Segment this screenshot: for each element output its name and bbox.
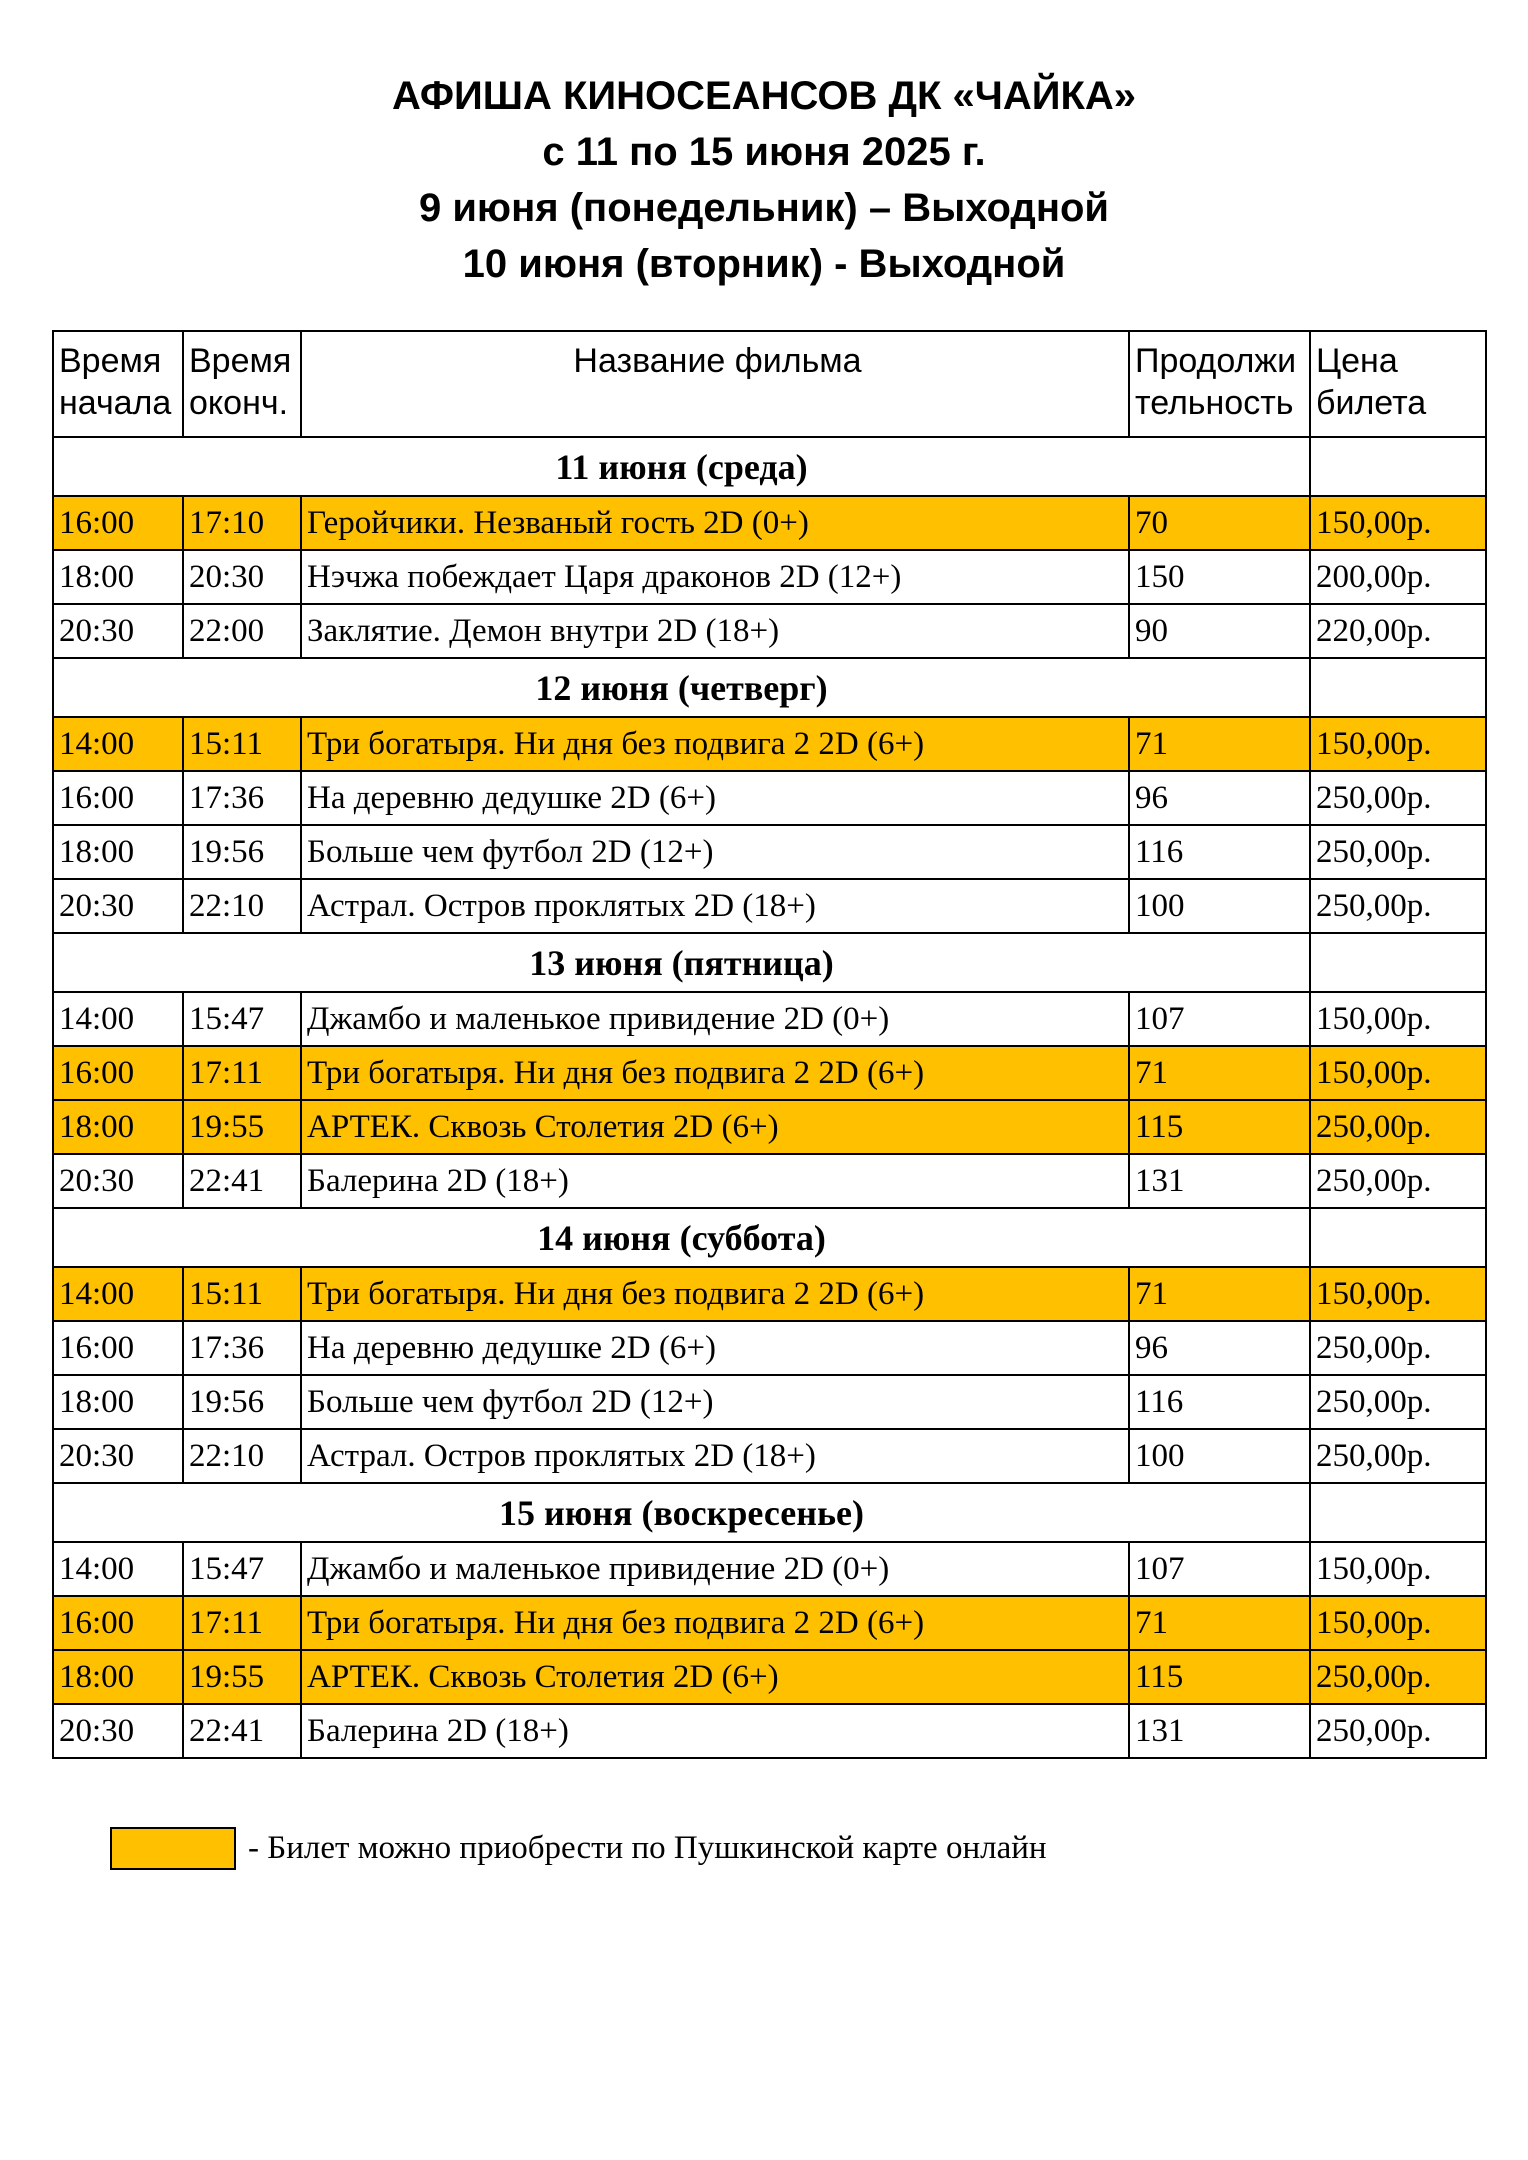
cell-duration: 71 [1129, 717, 1310, 771]
col-header-start: Время начала [53, 331, 183, 437]
table-row [53, 496, 1486, 550]
cell-duration: 131 [1129, 1704, 1310, 1758]
cell-start: 14:00 [53, 717, 183, 771]
cell-duration: 116 [1129, 825, 1310, 879]
cell-start: 16:00 [53, 1596, 183, 1650]
table-row [53, 1154, 1486, 1208]
cell-start: 18:00 [53, 550, 183, 604]
cell-end: 20:30 [183, 550, 301, 604]
cell-price: 250,00р. [1310, 1321, 1486, 1375]
day-empty-cell [1310, 1483, 1486, 1542]
cell-end: 15:47 [183, 992, 301, 1046]
cell-price: 150,00р. [1310, 1542, 1486, 1596]
table-row [53, 550, 1486, 604]
cell-title: На деревню дедушке 2D (6+) [301, 771, 1129, 825]
cell-end: 17:10 [183, 496, 301, 550]
table-row [53, 879, 1486, 933]
table-row [53, 1375, 1486, 1429]
cell-duration: 71 [1129, 1267, 1310, 1321]
legend-text: - Билет можно приобрести по Пушкинской карте онлайн [248, 1830, 1047, 1866]
cell-title: Геройчики. Незваный гость 2D (0+) [301, 496, 1129, 550]
cell-start: 20:30 [53, 879, 183, 933]
cell-title: Астрал. Остров проклятых 2D (18+) [301, 879, 1129, 933]
table-row [53, 604, 1486, 658]
day-empty-cell [1310, 1208, 1486, 1267]
cell-duration: 115 [1129, 1100, 1310, 1154]
cell-title: Астрал. Остров проклятых 2D (18+) [301, 1429, 1129, 1483]
cell-price: 250,00р. [1310, 1704, 1486, 1758]
table-row [53, 1046, 1486, 1100]
cell-price: 150,00р. [1310, 1596, 1486, 1650]
cell-start: 16:00 [53, 496, 183, 550]
cell-price: 250,00р. [1310, 771, 1486, 825]
table-row [53, 1650, 1486, 1704]
table-row [53, 1100, 1486, 1154]
cell-start: 16:00 [53, 1046, 183, 1100]
legend-swatch [110, 1827, 236, 1870]
cell-duration: 96 [1129, 771, 1310, 825]
day-empty-cell [1310, 658, 1486, 717]
table-row [53, 771, 1486, 825]
cell-title: Три богатыря. Ни дня без подвига 2 2D (6+) [301, 1596, 1129, 1650]
cell-price: 250,00р. [1310, 825, 1486, 879]
cell-end: 17:11 [183, 1046, 301, 1100]
cell-end: 17:36 [183, 771, 301, 825]
cell-start: 16:00 [53, 1321, 183, 1375]
cell-title: Джамбо и маленькое привидение 2D (0+) [301, 1542, 1129, 1596]
day-label: 15 июня (воскресенье) [53, 1483, 1310, 1542]
cell-start: 14:00 [53, 1267, 183, 1321]
cell-duration: 150 [1129, 550, 1310, 604]
cell-start: 20:30 [53, 1704, 183, 1758]
cell-duration: 131 [1129, 1154, 1310, 1208]
table-row [53, 825, 1486, 879]
cell-title: Три богатыря. Ни дня без подвига 2 2D (6+) [301, 1046, 1129, 1100]
cell-start: 14:00 [53, 992, 183, 1046]
col-header-price: Цена билета [1310, 331, 1486, 437]
table-header-row [53, 331, 1486, 437]
cell-duration: 107 [1129, 992, 1310, 1046]
cell-end: 22:10 [183, 1429, 301, 1483]
col-header-duration: Продолжи тельность [1129, 331, 1310, 437]
cell-price: 150,00р. [1310, 1267, 1486, 1321]
cell-start: 18:00 [53, 1375, 183, 1429]
table-row [53, 1267, 1486, 1321]
table-row [53, 1704, 1486, 1758]
cell-duration: 70 [1129, 496, 1310, 550]
day-label: 14 июня (суббота) [53, 1208, 1310, 1267]
day-label: 11 июня (среда) [53, 437, 1310, 496]
cell-end: 22:41 [183, 1154, 301, 1208]
cell-price: 250,00р. [1310, 1100, 1486, 1154]
cell-price: 150,00р. [1310, 1046, 1486, 1100]
cell-start: 16:00 [53, 771, 183, 825]
legend [110, 1827, 1310, 1869]
cell-title: Три богатыря. Ни дня без подвига 2 2D (6+) [301, 717, 1129, 771]
cell-price: 250,00р. [1310, 1650, 1486, 1704]
cell-duration: 100 [1129, 1429, 1310, 1483]
cell-price: 250,00р. [1310, 879, 1486, 933]
cell-start: 14:00 [53, 1542, 183, 1596]
cell-start: 20:30 [53, 604, 183, 658]
day-label: 13 июня (пятница) [53, 933, 1310, 992]
cell-title: Больше чем футбол 2D (12+) [301, 1375, 1129, 1429]
cell-end: 22:10 [183, 879, 301, 933]
table-row [53, 717, 1486, 771]
day-header-row [53, 1483, 1486, 1542]
cell-duration: 107 [1129, 1542, 1310, 1596]
day-header-row [53, 437, 1486, 496]
cell-start: 18:00 [53, 1100, 183, 1154]
cell-duration: 71 [1129, 1046, 1310, 1100]
cell-end: 17:36 [183, 1321, 301, 1375]
cell-price: 250,00р. [1310, 1429, 1486, 1483]
day-off-note-1: 9 июня (понедельник) – Выходной [418, 186, 1110, 230]
cell-price: 220,00р. [1310, 604, 1486, 658]
day-empty-cell [1310, 437, 1486, 496]
cell-start: 20:30 [53, 1154, 183, 1208]
cell-end: 22:41 [183, 1704, 301, 1758]
cell-title: Три богатыря. Ни дня без подвига 2 2D (6+) [301, 1267, 1129, 1321]
cell-duration: 116 [1129, 1375, 1310, 1429]
col-header-end: Время оконч. [183, 331, 301, 437]
schedule-body [53, 331, 1486, 1758]
cell-title: Больше чем футбол 2D (12+) [301, 825, 1129, 879]
cell-duration: 115 [1129, 1650, 1310, 1704]
page-header [0, 68, 1528, 292]
cell-end: 15:11 [183, 1267, 301, 1321]
cell-end: 15:11 [183, 717, 301, 771]
cell-title: АРТЕК. Сквозь Столетия 2D (6+) [301, 1100, 1129, 1154]
day-off-note-2: 10 июня (вторник) - Выходной [462, 242, 1066, 286]
cell-end: 22:00 [183, 604, 301, 658]
cell-price: 150,00р. [1310, 717, 1486, 771]
cell-title: На деревню дедушке 2D (6+) [301, 1321, 1129, 1375]
cell-end: 19:55 [183, 1100, 301, 1154]
cell-end: 17:11 [183, 1596, 301, 1650]
cell-price: 150,00р. [1310, 992, 1486, 1046]
cell-duration: 100 [1129, 879, 1310, 933]
cell-start: 18:00 [53, 1650, 183, 1704]
cell-start: 20:30 [53, 1429, 183, 1483]
cell-title: Нэчжа побеждает Царя драконов 2D (12+) [301, 550, 1129, 604]
table-row [53, 992, 1486, 1046]
table-row [53, 1542, 1486, 1596]
table-row [53, 1429, 1486, 1483]
col-header-title: Название фильма [301, 331, 1129, 437]
day-empty-cell [1310, 933, 1486, 992]
cell-end: 19:56 [183, 825, 301, 879]
cell-title: Заклятие. Демон внутри 2D (18+) [301, 604, 1129, 658]
cell-price: 150,00р. [1310, 496, 1486, 550]
cell-end: 19:55 [183, 1650, 301, 1704]
day-header-row [53, 658, 1486, 717]
cell-end: 15:47 [183, 1542, 301, 1596]
schedule-table [52, 330, 1487, 1759]
day-header-row [53, 1208, 1486, 1267]
cell-duration: 90 [1129, 604, 1310, 658]
date-range: с 11 по 15 июня 2025 г. [542, 130, 986, 174]
page-title: АФИША КИНОСЕАНСОВ ДК «ЧАЙКА» [391, 74, 1137, 118]
cell-end: 19:56 [183, 1375, 301, 1429]
cell-title: Балерина 2D (18+) [301, 1154, 1129, 1208]
cell-price: 200,00р. [1310, 550, 1486, 604]
cell-price: 250,00р. [1310, 1375, 1486, 1429]
cell-title: АРТЕК. Сквозь Столетия 2D (6+) [301, 1650, 1129, 1704]
cell-start: 18:00 [53, 825, 183, 879]
cell-duration: 71 [1129, 1596, 1310, 1650]
table-row [53, 1321, 1486, 1375]
cell-duration: 96 [1129, 1321, 1310, 1375]
table-row [53, 1596, 1486, 1650]
cell-title: Джамбо и маленькое привидение 2D (0+) [301, 992, 1129, 1046]
cell-price: 250,00р. [1310, 1154, 1486, 1208]
cell-title: Балерина 2D (18+) [301, 1704, 1129, 1758]
day-header-row [53, 933, 1486, 992]
day-label: 12 июня (четверг) [53, 658, 1310, 717]
